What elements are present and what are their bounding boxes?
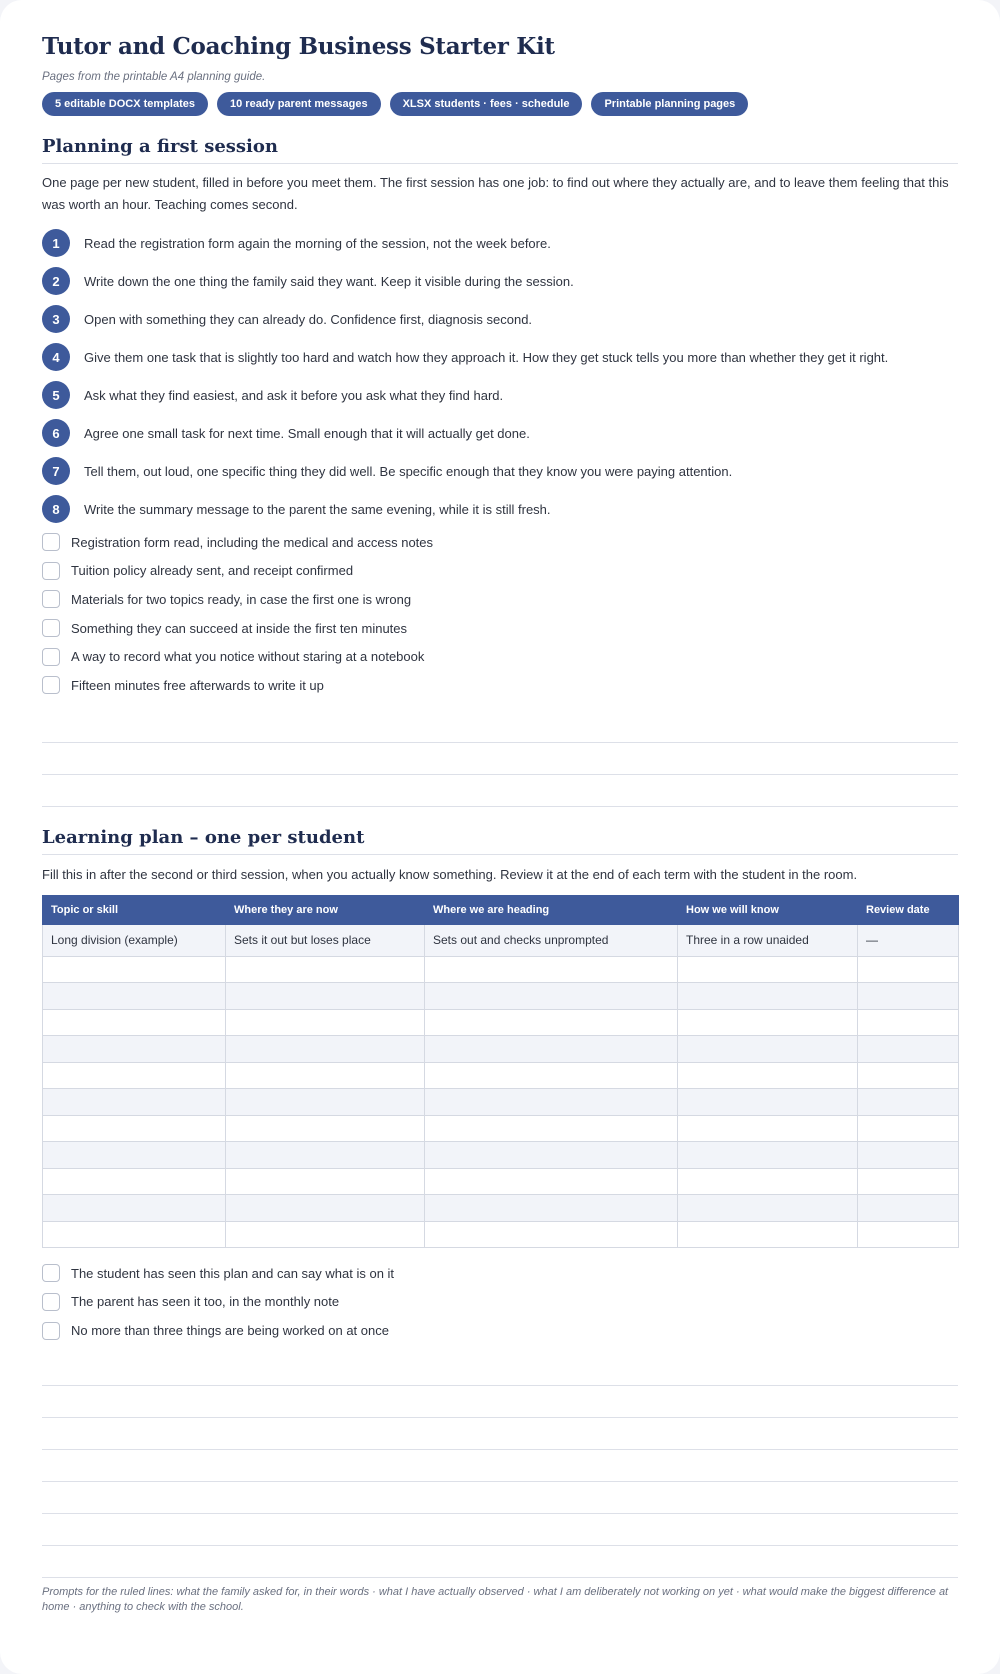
checklist-label: Tuition policy already sent, and receipt confirmed: [71, 563, 354, 579]
checkbox[interactable]: [42, 648, 60, 666]
table-cell[interactable]: [425, 1036, 678, 1063]
step-item: [42, 224, 958, 262]
ruled-line: [42, 1546, 958, 1578]
table-cell[interactable]: [226, 1009, 425, 1036]
checklist-item: [42, 1259, 958, 1288]
table-cell[interactable]: [226, 1062, 425, 1089]
table-cell[interactable]: [425, 1168, 678, 1195]
checkbox[interactable]: [42, 562, 60, 580]
step-number-badge: 6: [42, 419, 70, 447]
table-cell[interactable]: [226, 1168, 425, 1195]
table-cell[interactable]: [858, 1142, 959, 1169]
table-cell[interactable]: [43, 983, 226, 1010]
table-cell[interactable]: [43, 1062, 226, 1089]
table-row-example: [43, 924, 959, 956]
section-title-first-session: Planning a first session: [42, 136, 958, 164]
table-cell[interactable]: [425, 1195, 678, 1222]
checklist-item: [42, 557, 958, 586]
feature-pills: [42, 92, 958, 116]
pill-xlsx: XLSX students · fees · schedule: [390, 92, 583, 116]
table-cell[interactable]: [858, 956, 959, 983]
table-cell[interactable]: [858, 1036, 959, 1063]
table-cell: Sets it out but loses place: [226, 924, 425, 956]
table-cell[interactable]: [858, 1115, 959, 1142]
table-cell[interactable]: [43, 956, 226, 983]
table-cell[interactable]: [678, 1036, 858, 1063]
column-header-now: Where they are now: [226, 895, 425, 924]
table-row-empty: [43, 1089, 959, 1116]
table-cell: Long division (example): [43, 924, 226, 956]
table-cell[interactable]: [425, 1221, 678, 1248]
pill-printable-pages: Printable planning pages: [591, 92, 748, 116]
table-cell[interactable]: [425, 1062, 678, 1089]
table-header-row: [43, 895, 959, 924]
table-cell[interactable]: [43, 1036, 226, 1063]
checkbox[interactable]: [42, 1264, 60, 1282]
step-item: [42, 452, 958, 490]
step-text: Agree one small task for next time. Small enough that it will actually get done.: [84, 425, 530, 441]
checklist-item: [42, 1288, 958, 1317]
table-cell[interactable]: [858, 1221, 959, 1248]
table-cell[interactable]: [43, 1009, 226, 1036]
table-cell[interactable]: [43, 1195, 226, 1222]
table-row-empty: [43, 1142, 959, 1169]
checkbox[interactable]: [42, 676, 60, 694]
checklist-item: [42, 585, 958, 614]
step-item: [42, 300, 958, 338]
table-cell[interactable]: [858, 983, 959, 1010]
table-cell[interactable]: [858, 1062, 959, 1089]
step-text: Write the summary message to the parent the same evening, while it is still fresh.: [84, 501, 551, 517]
ruled-line: [42, 743, 958, 775]
step-number-badge: 1: [42, 229, 70, 257]
ruled-lines-learning-plan: [42, 1345, 958, 1578]
table-cell[interactable]: [678, 1009, 858, 1036]
ruled-line: [42, 775, 958, 807]
page-subtitle: Pages from the printable A4 planning guide.: [42, 71, 266, 83]
table-cell[interactable]: [678, 1115, 858, 1142]
step-text: Write down the one thing the family said they want. Keep it visible during the session.: [84, 273, 574, 289]
first-session-checklist: [42, 528, 958, 700]
learning-plan-table: [42, 895, 959, 1249]
checkbox[interactable]: [42, 1322, 60, 1340]
ruled-line: [42, 1345, 958, 1386]
table-cell[interactable]: [678, 1062, 858, 1089]
table-cell[interactable]: [226, 1195, 425, 1222]
step-item: [42, 376, 958, 414]
checklist-label: Fifteen minutes free afterwards to write it up: [71, 677, 324, 693]
step-text: Ask what they find easiest, and ask it before you ask what they find hard.: [84, 387, 504, 403]
step-item: [42, 490, 958, 528]
checklist-label: Registration form read, including the medical and access notes: [71, 534, 434, 550]
checklist-item: [42, 1316, 958, 1345]
table-cell[interactable]: [425, 1115, 678, 1142]
table-cell[interactable]: [226, 1142, 425, 1169]
table-cell[interactable]: [226, 1115, 425, 1142]
table-cell[interactable]: [678, 983, 858, 1010]
ruled-line: [42, 700, 958, 743]
step-text: Tell them, out loud, one specific thing they did well. Be specific enough that they know you were paying attention.: [84, 463, 733, 479]
table-cell[interactable]: [678, 1195, 858, 1222]
column-header-how-know: How we will know: [678, 895, 858, 924]
table-cell: —: [858, 924, 959, 956]
column-header-heading: Where we are heading: [425, 895, 678, 924]
step-text: Read the registration form again the morning of the session, not the week before.: [84, 235, 551, 251]
table-row-empty: [43, 1036, 959, 1063]
ruled-line: [42, 1450, 958, 1482]
checklist-label: A way to record what you notice without staring at a notebook: [71, 649, 425, 665]
table-cell[interactable]: [43, 1168, 226, 1195]
checklist-item: [42, 642, 958, 671]
pill-docx-templates: 5 editable DOCX templates: [42, 92, 208, 116]
table-cell[interactable]: [425, 983, 678, 1010]
checkbox[interactable]: [42, 590, 60, 608]
table-cell[interactable]: [678, 1221, 858, 1248]
learning-plan-checklist: [42, 1259, 958, 1345]
step-number-badge: 3: [42, 305, 70, 333]
table-cell[interactable]: [858, 1168, 959, 1195]
checklist-label: Something they can succeed at inside the first ten minutes: [71, 620, 408, 636]
step-number-badge: 2: [42, 267, 70, 295]
table-cell[interactable]: [425, 1142, 678, 1169]
table-cell[interactable]: [678, 1168, 858, 1195]
table-cell[interactable]: [226, 1221, 425, 1248]
table-cell[interactable]: [678, 1142, 858, 1169]
table-cell[interactable]: [858, 1009, 959, 1036]
checkbox[interactable]: [42, 1293, 60, 1311]
table-cell[interactable]: [226, 956, 425, 983]
section-intro-first-session: One page per new student, filled in before you meet them. The first session has one job: to find out where they actually are, and to leave them feeling that this was worth an hour. Teaching comes second.: [42, 175, 949, 212]
ruled-line: [42, 1514, 958, 1546]
step-number-badge: 7: [42, 457, 70, 485]
checklist-item: [42, 528, 958, 557]
table-cell[interactable]: [678, 1089, 858, 1116]
step-number-badge: 8: [42, 495, 70, 523]
table-cell[interactable]: [226, 983, 425, 1010]
table-cell[interactable]: [425, 956, 678, 983]
table-cell[interactable]: [858, 1089, 959, 1116]
ruled-line: [42, 1418, 958, 1450]
section-intro-learning-plan: Fill this in after the second or third session, when you actually know something. Review it at the end of each term with the student in the room.: [42, 866, 858, 882]
table-cell[interactable]: [226, 1036, 425, 1063]
table-row-empty: [43, 1221, 959, 1248]
checklist-item: [42, 671, 958, 700]
table-cell[interactable]: [858, 1195, 959, 1222]
section-title-learning-plan: Learning plan – one per student: [42, 827, 958, 855]
table-row-empty: [43, 1195, 959, 1222]
checkbox[interactable]: [42, 619, 60, 637]
table-row-empty: [43, 1062, 959, 1089]
table-cell[interactable]: [43, 1142, 226, 1169]
page-title: Tutor and Coaching Business Starter Kit: [42, 33, 555, 60]
table-cell[interactable]: [226, 1089, 425, 1116]
table-cell: Three in a row unaided: [678, 924, 858, 956]
table-cell[interactable]: [678, 956, 858, 983]
step-item: [42, 262, 958, 300]
step-item: [42, 414, 958, 452]
column-header-topic: Topic or skill: [43, 895, 226, 924]
checklist-label: The student has seen this plan and can say what is on it: [71, 1265, 395, 1281]
column-header-review-date: Review date: [858, 895, 959, 924]
checklist-label: Materials for two topics ready, in case the first one is wrong: [71, 591, 412, 607]
checklist-item: [42, 614, 958, 643]
checklist-label: No more than three things are being worked on at once: [71, 1323, 389, 1339]
table-cell[interactable]: [425, 1009, 678, 1036]
step-number-badge: 5: [42, 381, 70, 409]
ruled-lines-prompts-note: Prompts for the ruled lines: what the family asked for, in their words · what I have actually observed · what I am deliberately not working on yet · what would make the biggest difference at home · anything to check with the school.: [42, 1585, 949, 1613]
table-row-empty: [43, 1009, 959, 1036]
ruled-line: [42, 1482, 958, 1514]
table-row-empty: [43, 956, 959, 983]
table-cell[interactable]: [425, 1089, 678, 1116]
table-cell[interactable]: [43, 1115, 226, 1142]
table-row-empty: [43, 1115, 959, 1142]
ruled-line: [42, 1386, 958, 1418]
step-number-badge: 4: [42, 343, 70, 371]
table-row-empty: [43, 983, 959, 1010]
table-cell[interactable]: [43, 1089, 226, 1116]
checkbox[interactable]: [42, 533, 60, 551]
pill-parent-messages: 10 ready parent messages: [217, 92, 381, 116]
steps-list: [42, 224, 958, 528]
table-cell: Sets out and checks unprompted: [425, 924, 678, 956]
ruled-lines-first-session: [42, 700, 958, 807]
step-item: [42, 338, 958, 376]
step-text: Give them one task that is slightly too hard and watch how they approach it. How they get stuck tells you more than whether they get it right.: [84, 349, 889, 365]
table-row-empty: [43, 1168, 959, 1195]
step-text: Open with something they can already do. Confidence first, diagnosis second.: [84, 311, 533, 327]
checklist-label: The parent has seen it too, in the monthly note: [71, 1294, 340, 1310]
table-cell[interactable]: [43, 1221, 226, 1248]
